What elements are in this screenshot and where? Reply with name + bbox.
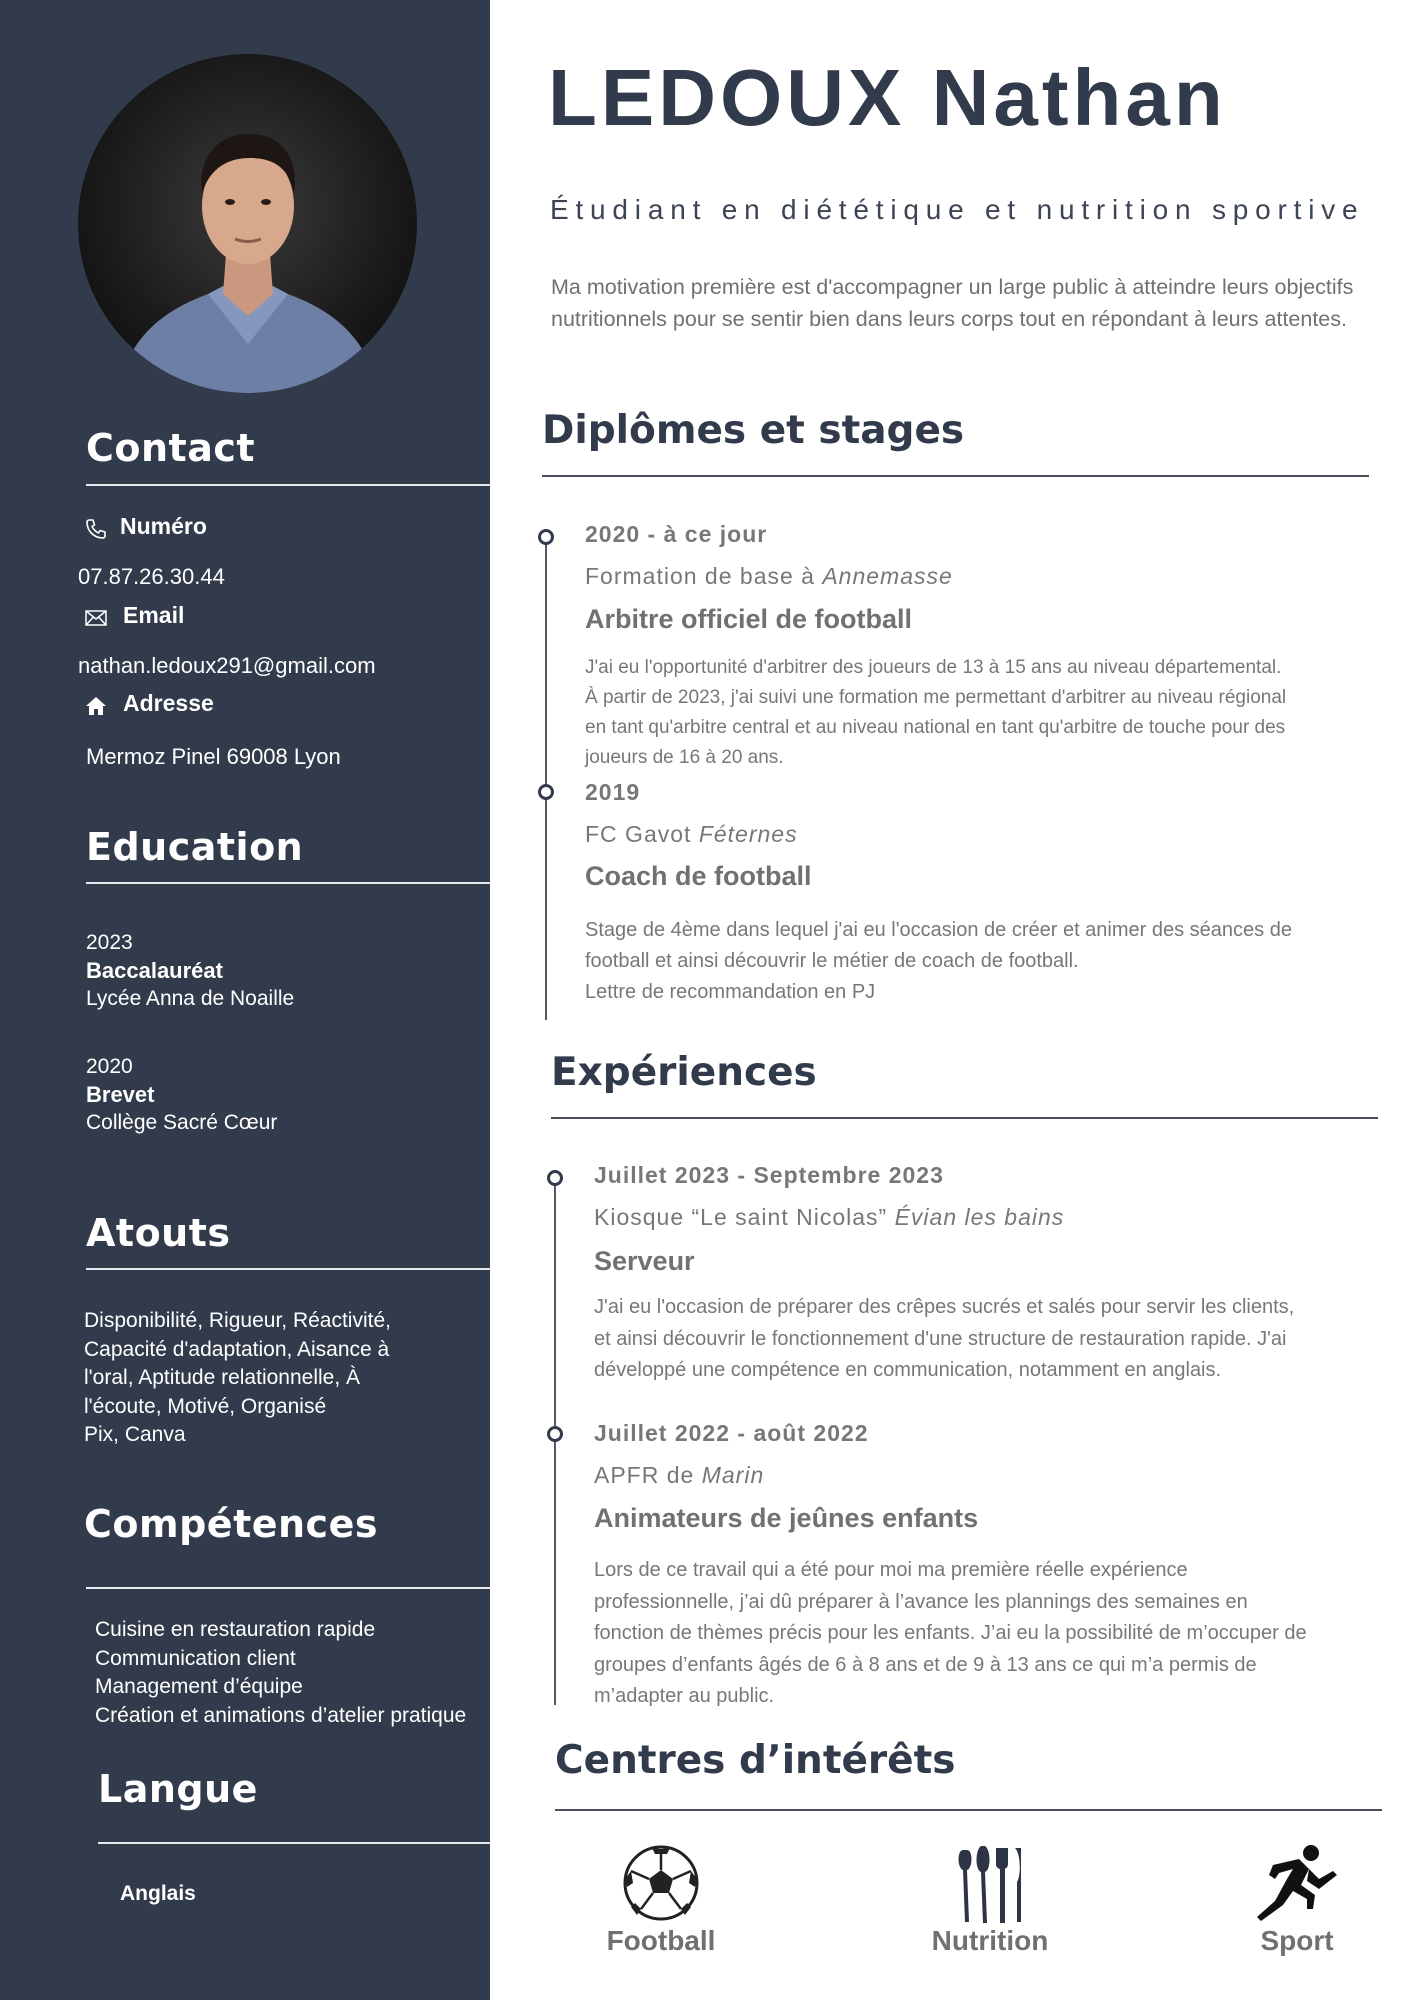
diplomes-divider — [542, 475, 1369, 477]
candidate-name: LEDOUX Nathan — [548, 53, 1227, 142]
interets-divider — [555, 1809, 1382, 1811]
timeline-dot — [538, 529, 554, 545]
home-icon — [84, 694, 108, 718]
langue-heading: Langue — [98, 1767, 258, 1811]
entry-description: Stage de 4ème dans lequel j'ai eu l'occasion de créer et animer des séances de football et ainsi découvrir le métier de coach de football. Lettre de recommandation en PJ — [585, 919, 1292, 1003]
timeline-dot — [547, 1170, 563, 1186]
competence-line: Cuisine en restauration rapide — [95, 1618, 376, 1641]
langue-divider — [98, 1842, 490, 1844]
atout-line: l'écoute, Motivé, Organisé — [84, 1394, 327, 1418]
education-degree: Baccalauréat — [86, 958, 223, 983]
email-icon — [84, 606, 108, 630]
address-label: Adresse — [123, 690, 214, 716]
interest-nutrition — [925, 1846, 1055, 1957]
competences-list — [95, 1616, 466, 1730]
entry-title: Serveur — [594, 1246, 695, 1276]
entry-date: Juillet 2023 - Septembre 2023 — [594, 1162, 944, 1188]
phone-icon — [84, 517, 108, 541]
job-title: Étudiant en diététique et nutrition sportive — [550, 194, 1365, 225]
entry-description: Lors de ce travail qui a été pour moi ma première réelle expérience professionnelle, j’ai dû préparer à l’avance les plannings des semaines en fonction de thèmes précis pour les enfants. J’ai eu la possibilité de m’occuper de groupes d’enfants âgés de 6 à 8 ans et de 9 à 13 ans ce qui m’a permis de m’adapter au public. — [594, 1559, 1307, 1707]
interest-label: Sport — [1260, 1925, 1334, 1956]
address-value: Mermoz Pinel 69008 Lyon — [86, 744, 341, 769]
timeline-dot — [547, 1426, 563, 1442]
entry-title: Arbitre officiel de football — [585, 604, 913, 634]
education-year: 2020 — [86, 1055, 133, 1078]
phone-number[interactable]: 07.87.26.30.44 — [78, 564, 225, 589]
entry-organization: Kiosque “Le saint Nicolas” Évian les bains — [594, 1204, 1065, 1230]
entry-description: J'ai eu l'occasion de préparer des crêpes sucrés et salés pour servir les clients, et ainsi découvrir le fonctionnement d'une structure de restauration rapide. J'ai développé une compétence en communication, notamment en anglais. — [594, 1296, 1295, 1381]
entry-date: 2019 — [585, 779, 641, 805]
competences-divider — [86, 1587, 490, 1589]
entry-place: Féternes — [698, 821, 798, 847]
interest-sport — [1247, 1843, 1347, 1957]
phone-label: Numéro — [120, 513, 207, 539]
education-degree: Brevet — [86, 1082, 155, 1107]
education-year: 2023 — [86, 931, 133, 954]
atout-line: Capacité d'adaptation, Aisance à — [84, 1337, 390, 1361]
entry-place: Annemasse — [822, 563, 953, 589]
experiences-timeline — [554, 1180, 556, 1705]
interest-label: Football — [606, 1925, 716, 1956]
education-item — [86, 929, 294, 1013]
entry-organization: FC Gavot Féternes — [585, 821, 798, 847]
interest-label: Nutrition — [931, 1925, 1049, 1956]
entry-place: Marin — [701, 1462, 765, 1488]
education-school: Lycée Anna de Noaille — [86, 987, 295, 1010]
entry-place: Évian les bains — [894, 1204, 1065, 1230]
cutlery-icon — [955, 1846, 1025, 1923]
competence-line: Management d’équipe — [95, 1675, 303, 1698]
atouts-heading: Atouts — [86, 1211, 231, 1255]
education-divider — [86, 882, 490, 884]
contact-divider — [86, 484, 490, 486]
atout-line: Disponibilité, Rigueur, Réactivité, — [84, 1309, 391, 1332]
entry-organization: APFR de Marin — [594, 1462, 765, 1488]
atouts-list — [84, 1307, 391, 1450]
diplomes-timeline — [545, 538, 547, 1020]
contact-heading: Contact — [86, 426, 256, 470]
entry-title: Coach de football — [585, 861, 812, 891]
entry-description: J'ai eu l'opportunité d'arbitrer des joueurs de 13 à 15 ans au niveau départemental. À partir de 2023, j'ai suivi une formation me permettant d'arbitrer au niveau régional en tant qu'arbitre central et au niveau national en tant qu'arbitre de touche pour des joueurs de 16 à 20 ans. — [585, 657, 1287, 768]
competence-line: Création et animations d’atelier pratique — [95, 1703, 467, 1727]
entry-date: 2020 - à ce jour — [585, 521, 768, 547]
diplomes-heading: Diplômes et stages — [542, 408, 965, 453]
education-item — [86, 1053, 277, 1137]
interets-heading: Centres d’intérêts — [555, 1738, 956, 1783]
education-school: Collège Sacré Cœur — [86, 1111, 278, 1134]
timeline-dot — [538, 784, 554, 800]
person-portrait — [78, 54, 417, 393]
competences-heading: Compétences — [84, 1502, 378, 1546]
email-label: Email — [123, 602, 185, 628]
sidebar — [0, 0, 490, 2000]
entry-title: Animateurs de jeûnes enfants — [594, 1503, 979, 1533]
experiences-heading: Expériences — [551, 1050, 817, 1095]
experiences-divider — [551, 1117, 1378, 1119]
email-address[interactable]: nathan.ledoux291@gmail.com — [78, 653, 376, 678]
runner-icon — [1255, 1843, 1339, 1923]
language-item: Anglais — [120, 1882, 196, 1905]
profile-photo — [78, 54, 417, 393]
entry-date: Juillet 2022 - août 2022 — [594, 1420, 869, 1446]
atout-line: Pix, Canva — [84, 1423, 186, 1446]
education-heading: Education — [86, 825, 304, 869]
entry-organization: Formation de base à Annemasse — [585, 563, 953, 589]
soccer-ball-icon — [621, 1843, 701, 1923]
atouts-divider — [86, 1268, 490, 1270]
profile-summary: Ma motivation première est d'accompagner un large public à atteindre leurs objectifs nutritionnels pour se sentir bien dans leurs corps tout en répondant à leurs attentes. — [551, 275, 1354, 331]
competence-line: Communication client — [95, 1646, 296, 1670]
interest-football — [605, 1843, 717, 1957]
atout-line: l'oral, Aptitude relationnelle, À — [84, 1366, 361, 1389]
